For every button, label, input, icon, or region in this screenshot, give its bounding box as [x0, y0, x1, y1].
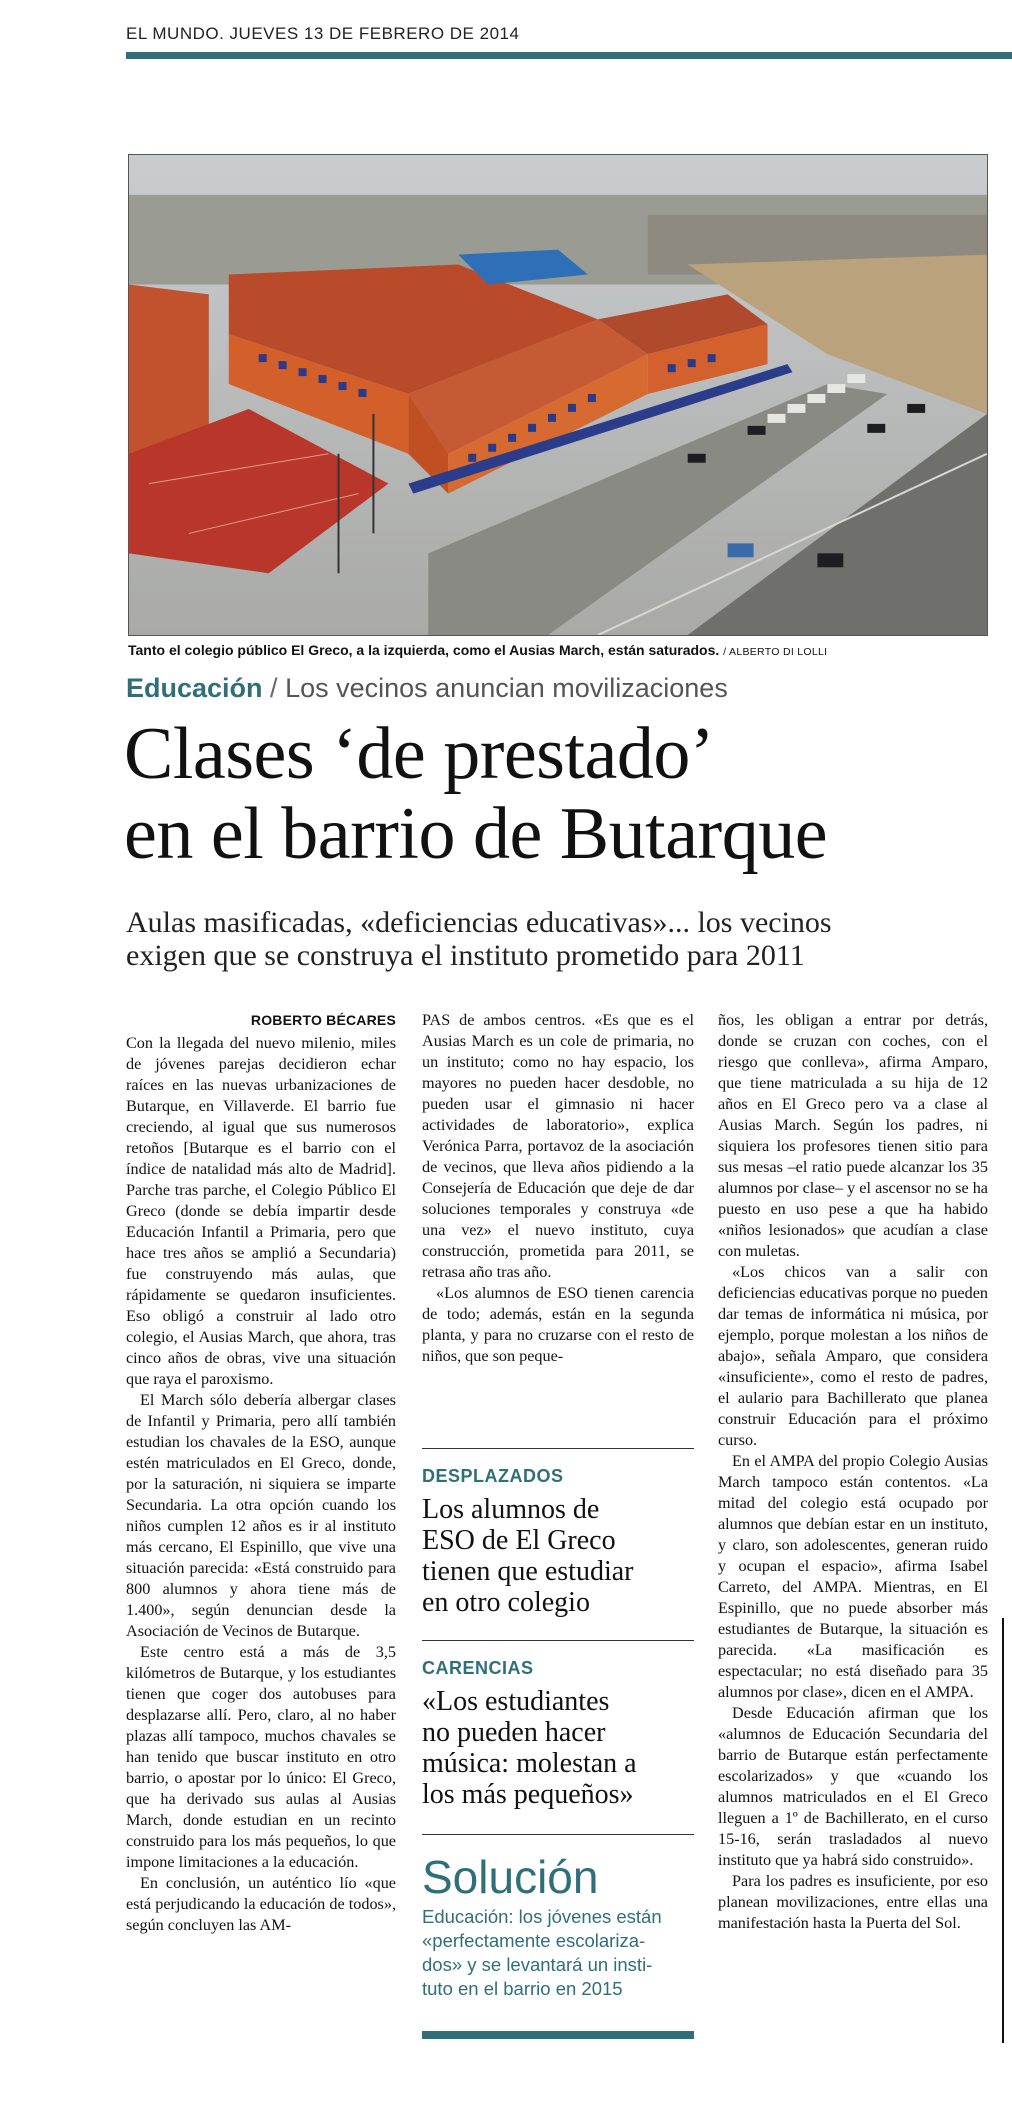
article-column-1 — [126, 1010, 396, 1936]
article-photo — [128, 154, 988, 636]
paragraph: El March sólo debería albergar clases de Infantil y Primaria, pero allí también estudian los chavales de la ESO, aunque estén matriculados en El Greco, donde, por la saturación, ni siquiera se imparte Secundaria. La otra opción cuando los niños cumplen 12 años es ir al instituto más cercano, El Espinillo, que vive una situación parecida: «Está construido para 800 alumnos y ahora tiene más de 1.400», según denuncian desde la Asociación de Vecinos de Butarque. — [126, 1391, 396, 1640]
school-aerial-photo — [129, 155, 987, 635]
caption-text: Tanto el colegio público El Greco, a la izquierda, como el Ausias March, están saturados. — [128, 642, 720, 658]
paragraph: Desde Educación afirman que los «alumnos de Educación Secundaria del barrio de Butarque están perfectamente escolarizados» y que «cuando los alumnos matriculados en el El Greco lleguen a 1º de Bachillerato, en el curso 15-16, serán trasladados al nuevo instituto que ya habrá sido construido». — [718, 1704, 988, 1869]
solucion-text-line: «perfectamente escolariza- — [422, 1930, 646, 1951]
box-text-line: en otro colegio — [422, 1587, 590, 1618]
box-text-line: los más pequeños» — [422, 1779, 634, 1810]
paragraph: En el AMPA del propio Colegio Ausias March tampoco están contentos. «La mitad del colegio está ocupado por alumnos que debían estar en un instituto, y claro, son adolescentes, generan ruido y ocupan el espacio», afirma Isabel Carreto, del AMPA. Mientras, en El Espinillo, que no puede absorber más estudiantes de Butarque, la situación es parecida. «La masificación es espectacular; no está diseñado para 35 alumnos por clase», dicen en el AMPA. — [718, 1452, 988, 1701]
box-rule — [422, 1834, 694, 1835]
paragraph: «Los chicos van a salir con deficiencias educativas porque no pueden dar temas de informática ni música, por ejemplo, porque molestan a los niños de abajo», señala Amparo, que considera «insuficiente», como el resto de padres, el aulario para Bachillerato que planea construir Educación para el próximo curso. — [718, 1263, 988, 1449]
section-separator: / — [270, 673, 278, 703]
photo-credit: / ALBERTO DI LOLLI — [723, 646, 828, 658]
solucion-text-line: dos» y se levantará un insti- — [422, 1954, 653, 1975]
photo-caption — [128, 642, 988, 658]
paragraph: Con la llegada del nuevo milenio, miles de jóvenes parejas decidieron echar raíces en las nuevas urbanizaciones de Butarque, en Villaverde. El barrio fue creciendo, al igual que sus numerosos retoños [Butarque es el barrio con el índice de natalidad más alto de Madrid]. Parche tras parche, el Colegio Público El Greco (donde se debía impartir desde Educación Infantil a Primaria, pero que hace tres años se amplió a Secundaria) fue construyendo más aulas, que rápidamente se quedaron insuficientes. Eso obligó a construir al lado otro colegio, el Ausias March, que ahora, tras cinco años de obras, vive una situación que raya el paroxismo. — [126, 1034, 396, 1388]
page-header — [126, 24, 1012, 44]
article-column-3 — [718, 1010, 988, 1934]
headline-line: en el barrio de Butarque — [124, 793, 828, 875]
subheadline — [126, 906, 996, 972]
section-subtitle: Los vecinos anuncian movilizaciones — [285, 673, 728, 703]
header-rule — [126, 52, 1012, 59]
solucion-bar — [422, 2031, 694, 2039]
headline-line: Clases ‘de prestado’ — [124, 713, 715, 795]
box-rule — [422, 1640, 694, 1641]
desplazados-label: DESPLAZADOS — [422, 1466, 564, 1486]
solucion-text-line: tuto en el barrio en 2015 — [422, 1978, 623, 1999]
paragraph: ños, les obligan a entrar por detrás, donde se cruzan con coches, con el riesgo que conlleva», afirma Amparo, que tiene matriculada a su hija de 12 años en El Greco pero va a clase al Ausias March. Según los padres, ni siquiera los profesores tienen sitio para sus mesas –el ratio puede alcanzar los 35 alumnos por clase– y el ascensor no se ha puesto en uso pese a que ha habido «niños lesionados» que acudían a clase con muletas. — [718, 1011, 988, 1260]
paragraph: PAS de ambos centros. «Es que es el Ausias March es un cole de primaria, no un instituto; como no hay espacio, los mayores no pueden hacer desdoble, no pueden usar el gimnasio ni hacer actividades de laboratorio», explica Verónica Parra, portavoz de la asociación de vecinos, que lleva años pidiendo a la Consejería de Educación que deje de dar soluciones temporales y construya «de una vez» el nuevo instituto, cuya construcción, prometida para 2011, se retrasa año tras año. — [422, 1011, 694, 1281]
desplazados-text — [422, 1494, 633, 1618]
article-column-2 — [422, 1010, 694, 1367]
section-heading — [126, 673, 728, 704]
newspaper-date-line: EL MUNDO. JUEVES 13 DE FEBRERO DE 2014 — [126, 24, 520, 43]
subheadline-line: Aulas masificadas, «deficiencias educativas»... los vecinos — [126, 906, 832, 939]
headline — [124, 714, 1004, 874]
box-text-line: «Los estudiantes — [422, 1686, 610, 1717]
solucion-text-line: Educación: los jóvenes están — [422, 1906, 662, 1927]
box-text-line: tienen que estudiar — [422, 1556, 634, 1587]
paragraph: En conclusión, un auténtico lío «que está perjudicando la educación de todos», según concluyen las AM- — [126, 1874, 396, 1934]
box-text-line: música: molestan a — [422, 1748, 637, 1779]
paragraph: «Los alumnos de ESO tienen carencia de todo; además, están en la segunda planta, y para no cruzarse con el resto de niños, que son peque- — [422, 1284, 694, 1365]
solucion-title: Solución — [422, 1851, 599, 1903]
column-side-rule — [1002, 1618, 1004, 2043]
box-text-line: no pueden hacer — [422, 1717, 606, 1748]
subheadline-line: exigen que se construya el instituto prometido para 2011 — [126, 939, 805, 972]
carencias-text — [422, 1686, 637, 1810]
box-text-line: Los alumnos de — [422, 1494, 600, 1525]
section-name: Educación — [126, 673, 263, 703]
solucion-text — [422, 1905, 694, 2001]
carencias-label: CARENCIAS — [422, 1658, 534, 1678]
byline: ROBERTO BÉCARES — [250, 1012, 396, 1028]
paragraph: Para los padres es insuficiente, por eso planean movilizaciones, entre ellas una manifestación hasta la Puerta del Sol. — [718, 1872, 988, 1932]
box-rule — [422, 1448, 694, 1449]
paragraph: Este centro está a más de 3,5 kilómetros de Butarque, y los estudiantes tienen que coger dos autobuses para desplazarse allí. Pero, claro, al no haber plazas allí tampoco, muchos chavales se han tenido que buscar instituto en otro barrio, o apostar por lo único: El Greco, que ha derivado sus aulas al Ausias March, donde estudian en un recinto construido para los más pequeños, lo que impone limitaciones a la educación. — [126, 1643, 396, 1871]
box-text-line: ESO de El Greco — [422, 1525, 616, 1556]
